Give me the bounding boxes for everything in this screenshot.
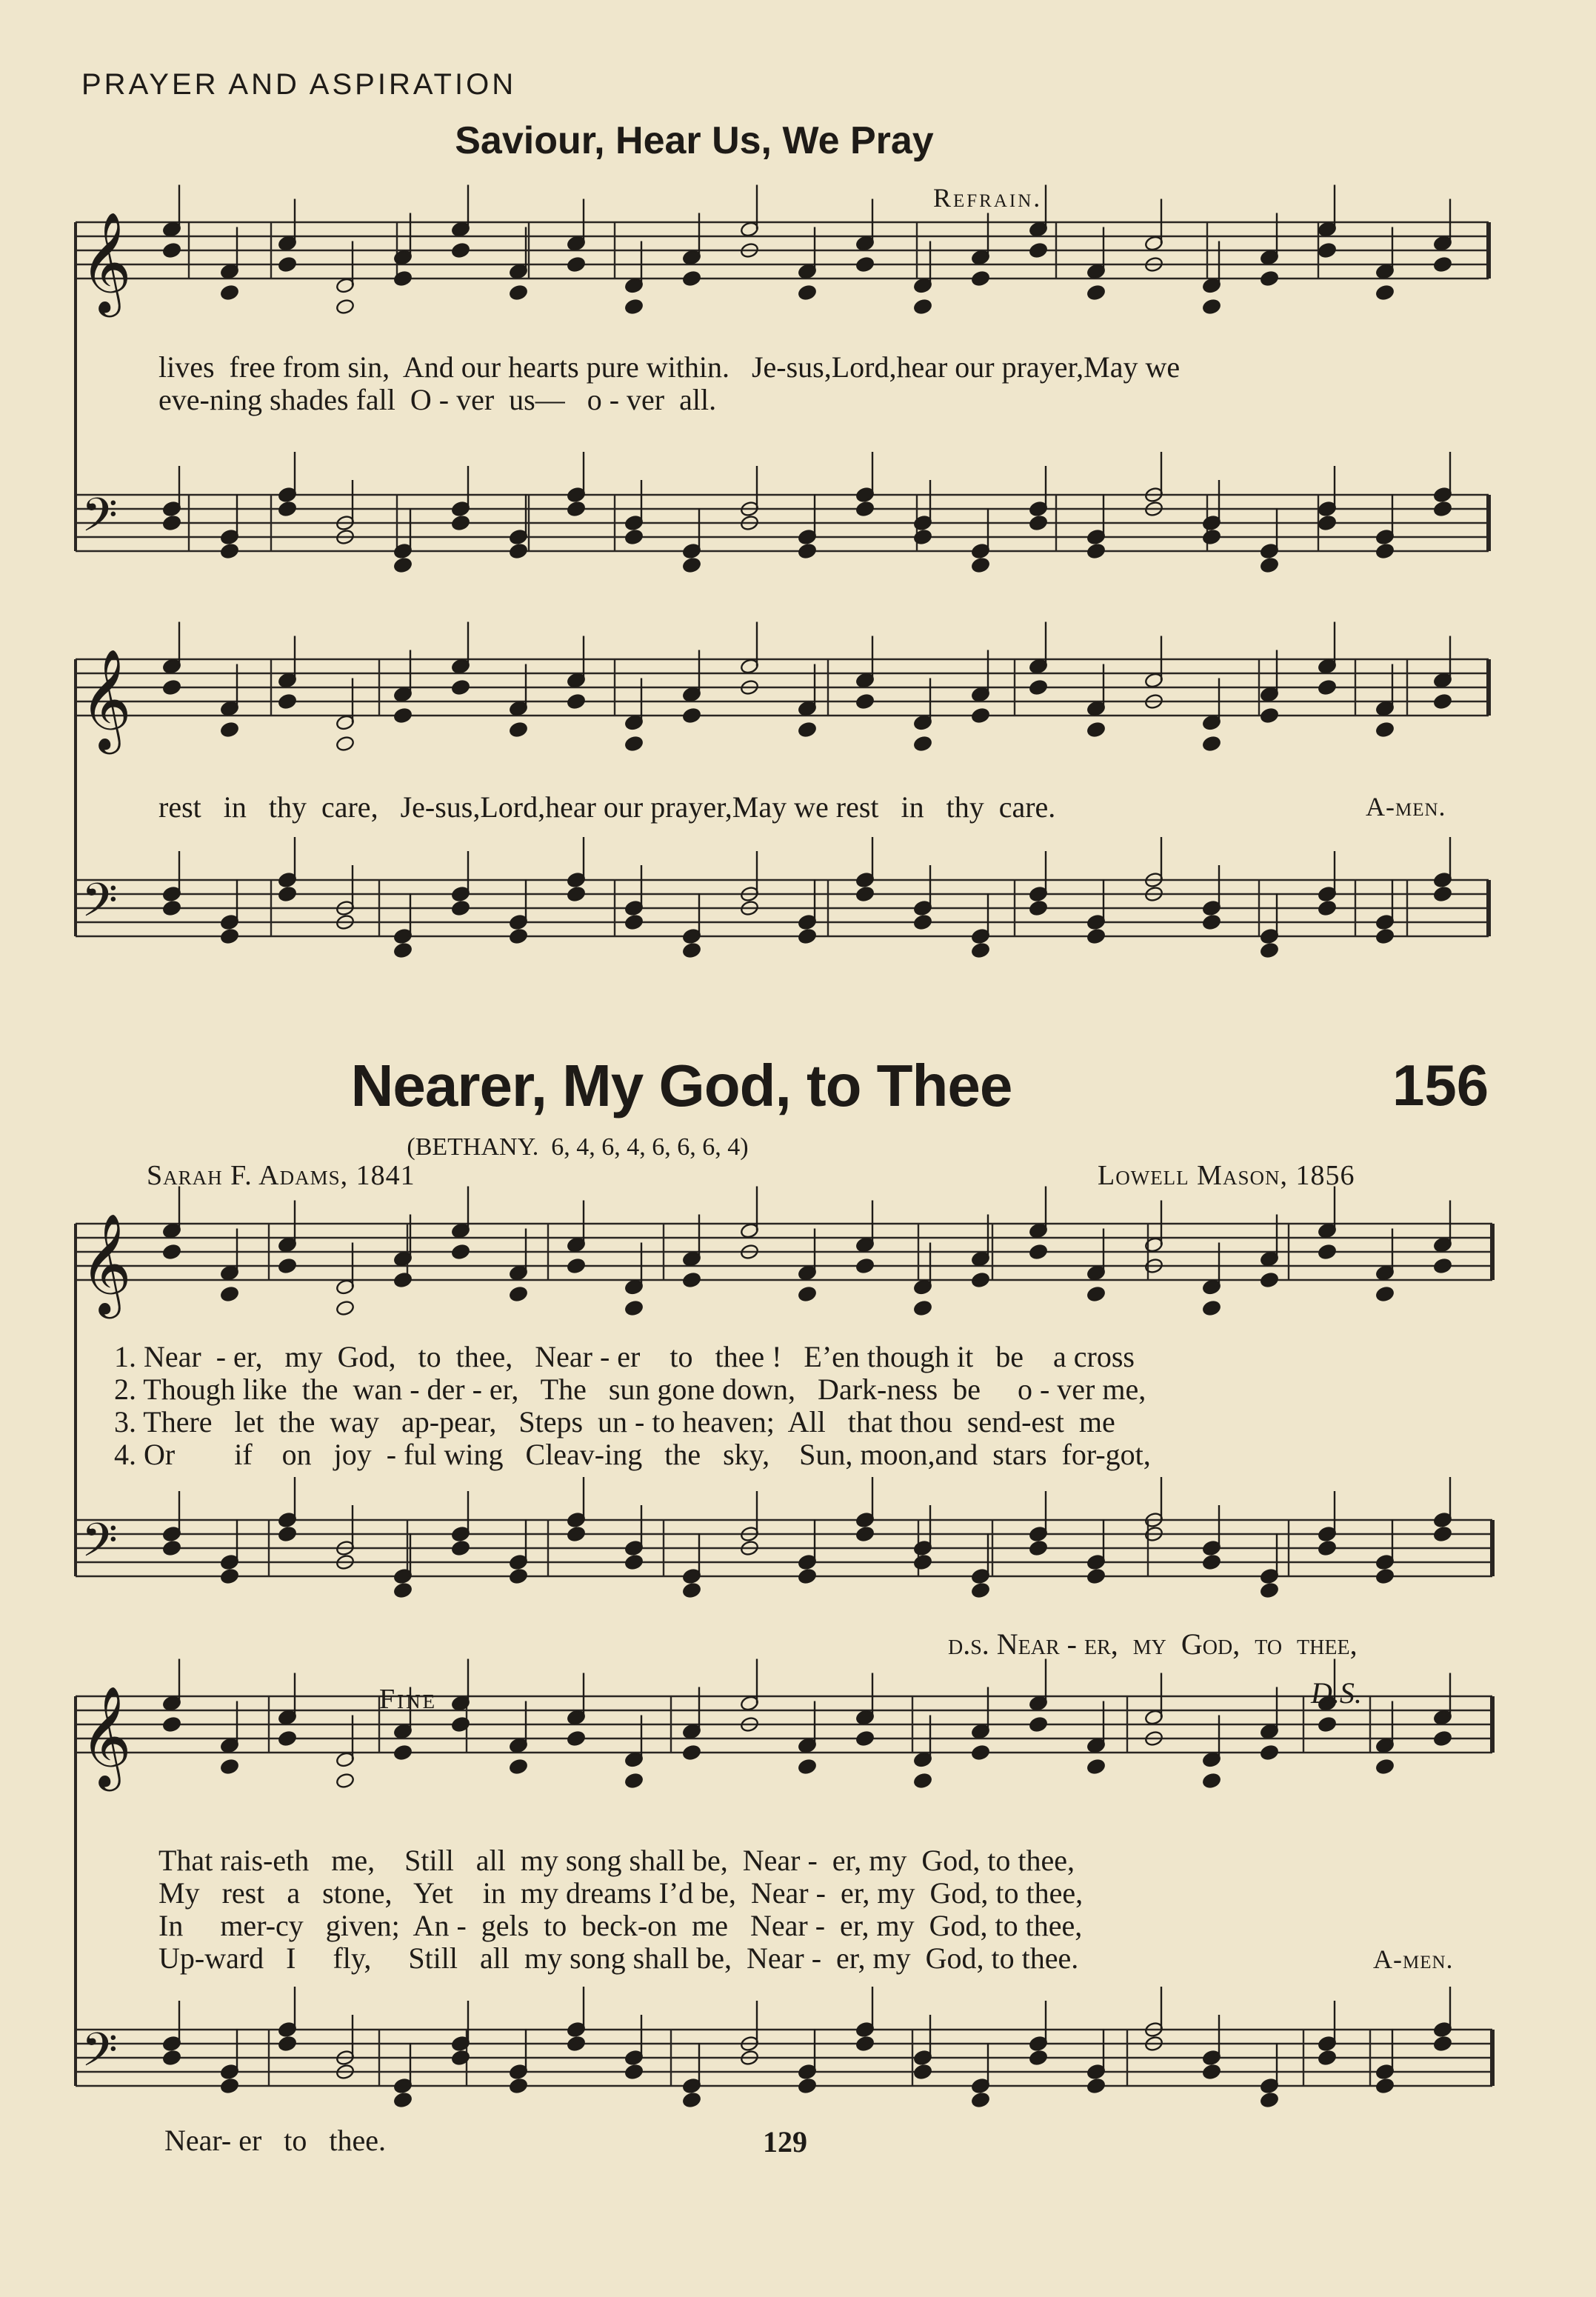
note-head [393,1272,413,1289]
note-head [1260,942,1279,959]
note-head [162,242,181,259]
note-head [1260,1272,1279,1289]
note-head [855,501,875,518]
amen-label: A-men. [1366,792,1446,821]
note-head [1029,515,1048,532]
bottom-lyric: Near- er to thee. [164,2124,387,2157]
note-head [509,2078,528,2095]
note-head [220,1568,239,1585]
note-head [1318,242,1337,259]
hymn-number: 156 [1392,1053,1489,1118]
note-head [1375,1568,1395,1585]
note-head [1086,928,1106,945]
note-head [509,543,528,560]
note-head [855,1258,875,1275]
note-head [162,1244,181,1261]
note-head [1375,1286,1395,1303]
verse-ending: That rais-eth me, Still all my song shall be, Near - er, my God, to thee, [158,1844,1075,1877]
note-head [1086,1286,1106,1303]
note-head [682,942,701,959]
verse-line: 3. There let the way ap-pear, Steps un - to heaven; All that thou send-est me [114,1405,1115,1438]
verse-ending: Up-ward I fly, Still all my song shall be, Near - er, my God, to thee. [158,1941,1079,1975]
clef-glyph: 𝄞 [80,210,132,313]
note-head [624,529,644,546]
note-head [1029,1716,1048,1733]
note-head [451,1540,470,1557]
note-head [624,2064,644,2081]
note-head [1086,2078,1106,2095]
note-head [1318,1540,1337,1557]
clef-glyph: 𝄞 [80,1212,132,1314]
note-head [971,1744,990,1761]
note-head [567,1730,586,1747]
note-head [1318,2050,1337,2067]
note-head [220,543,239,560]
note-head [624,736,644,753]
note-head [798,928,817,945]
lyric-line: lives free from sin, And our hearts pure within. Je-sus,Lord,hear our prayer,May we [158,350,1181,384]
note-head [278,886,297,903]
note-head [1318,900,1337,917]
note-head [451,900,470,917]
note-head [1375,543,1395,560]
note-head [393,707,413,724]
note-head [855,1526,875,1543]
note-head [1029,2050,1048,2067]
note-head [335,736,355,753]
note-head [278,256,297,273]
note-head [220,721,239,739]
note-head [1202,2064,1221,2081]
note-head [567,693,586,710]
verse-ending: In mer-cy given; An - gels to beck-on me Near - er, my God, to thee, [158,1909,1083,1942]
note-head [220,284,239,301]
note-head [1375,2078,1395,2095]
note-head [913,914,932,931]
note-head [1202,529,1221,546]
note-head [1260,1582,1279,1599]
note-head [1375,1758,1395,1776]
note-head [624,1300,644,1317]
refrain-label: Refrain. [933,183,1043,213]
note-head [1202,299,1221,316]
note-head [624,299,644,316]
note-head [509,1286,528,1303]
note-head [1433,1526,1452,1543]
note-head [393,557,413,574]
clef-glyph: 𝄞 [80,1684,132,1787]
note-head [1433,693,1452,710]
note-head [1433,1258,1452,1275]
ds-line: d.s. Near - er, my God, to thee, [948,1627,1358,1661]
note-head [1318,1244,1337,1261]
note-head [1086,284,1106,301]
note-head [971,557,990,574]
note-head [1202,1554,1221,1571]
note-head [1433,501,1452,518]
note-head [1086,1568,1106,1585]
note-head [162,1716,181,1733]
note-head [624,914,644,931]
note-head [971,707,990,724]
composer-credit: Lowell Mason, 1856 [1098,1160,1355,1191]
note-head [1260,270,1279,287]
note-head [567,1258,586,1275]
note-head [1029,900,1048,917]
note-head [162,1540,181,1557]
note-head [567,501,586,518]
note-head [567,2036,586,2053]
note-head [162,679,181,696]
verse-line: 1. Near - er, my God, to thee, Near - er to thee ! E’en though it be a cross [114,1340,1135,1373]
note-head [162,2050,181,2067]
note-head [855,2036,875,2053]
note-head [682,270,701,287]
note-head [451,515,470,532]
note-head [971,270,990,287]
note-head [971,1272,990,1289]
note-head [567,886,586,903]
note-head [855,693,875,710]
lyric-line: rest in thy care, Je-sus,Lord,hear our prayer,May we rest in thy care. [158,790,1056,824]
fine-label: Fine [379,1684,438,1715]
note-head [278,693,297,710]
hymn-title: Nearer, My God, to Thee [350,1053,1012,1119]
note-head [1086,543,1106,560]
note-head [393,1744,413,1761]
note-head [278,501,297,518]
note-head [1260,2092,1279,2109]
note-head [913,2064,932,2081]
note-head [1202,1773,1221,1790]
note-head [1375,284,1395,301]
note-head [682,2092,701,2109]
amen-label: A-men. [1373,1944,1454,1974]
note-head [451,1244,470,1261]
note-head [567,256,586,273]
section-heading: PRAYER AND ASPIRATION [81,68,517,101]
note-head [682,707,701,724]
note-head [798,543,817,560]
note-head [1202,736,1221,753]
note-head [1375,721,1395,739]
note-head [335,1773,355,1790]
note-head [278,1730,297,1747]
note-head [220,1758,239,1776]
note-head [509,928,528,945]
author-credit: Sarah F. Adams, 1841 [147,1160,415,1191]
clef-glyph: 𝄢 [81,873,118,939]
note-head [509,1568,528,1585]
note-head [1318,679,1337,696]
note-head [913,299,932,316]
note-head [1433,1730,1452,1747]
note-head [1318,1716,1337,1733]
clef-glyph: 𝄢 [81,2022,118,2088]
note-head [1318,515,1337,532]
note-head [278,1258,297,1275]
ds-label: D.S. [1311,1676,1362,1710]
note-head [1260,1744,1279,1761]
note-head [335,1300,355,1317]
note-head [624,1773,644,1790]
note-head [393,1582,413,1599]
note-head [798,2078,817,2095]
note-head [1029,1540,1048,1557]
note-head [798,1758,817,1776]
tune-meter: (BETHANY. 6, 4, 6, 4, 6, 6, 6, 4) [407,1133,749,1161]
note-head [451,679,470,696]
note-head [1086,1758,1106,1776]
lyric-line: eve-ning shades fall O - ver us— o - ver all. [158,383,717,416]
page-number: 129 [763,2125,807,2158]
note-head [855,256,875,273]
note-head [798,1286,817,1303]
hymn-title-top: Saviour, Hear Us, We Pray [455,119,934,162]
note-head [1029,679,1048,696]
note-head [1260,557,1279,574]
note-head [682,557,701,574]
note-head [1375,928,1395,945]
note-head [278,1526,297,1543]
note-head [855,886,875,903]
note-head [1433,2036,1452,2053]
note-head [509,284,528,301]
note-head [451,242,470,259]
note-head [1260,707,1279,724]
note-head [220,928,239,945]
note-head [220,2078,239,2095]
note-head [798,721,817,739]
note-head [798,284,817,301]
note-head [682,1744,701,1761]
note-head [798,1568,817,1585]
note-head [682,1272,701,1289]
note-head [624,1554,644,1571]
note-head [1202,914,1221,931]
note-head [1086,721,1106,739]
verse-ending: My rest a stone, Yet in my dreams I’d be, Near - er, my God, to thee, [158,1876,1084,1910]
note-head [913,1554,932,1571]
note-head [682,1582,701,1599]
note-head [1433,886,1452,903]
note-head [278,2036,297,2053]
verse-line: 2. Though like the wan - der - er, The sun gone down, Dark-ness be o - ver me, [114,1373,1146,1406]
note-head [1029,242,1048,259]
note-head [1029,1244,1048,1261]
note-head [913,736,932,753]
verse-line: 4. Or if on joy - ful wing Cleav-ing the sky, Sun, moon,and stars for-got, [114,1438,1151,1471]
note-head [913,1300,932,1317]
note-head [393,2092,413,2109]
clef-glyph: 𝄢 [81,487,118,553]
note-head [971,942,990,959]
note-head [971,2092,990,2109]
note-head [971,1582,990,1599]
note-head [509,721,528,739]
note-head [335,299,355,316]
note-head [855,1730,875,1747]
clef-glyph: 𝄢 [81,1513,118,1578]
note-head [1202,1300,1221,1317]
note-head [162,515,181,532]
clef-glyph: 𝄞 [80,647,132,750]
note-head [393,942,413,959]
note-head [567,1526,586,1543]
note-head [509,1758,528,1776]
note-head [913,1773,932,1790]
note-head [220,1286,239,1303]
note-head [162,900,181,917]
note-head [1433,256,1452,273]
